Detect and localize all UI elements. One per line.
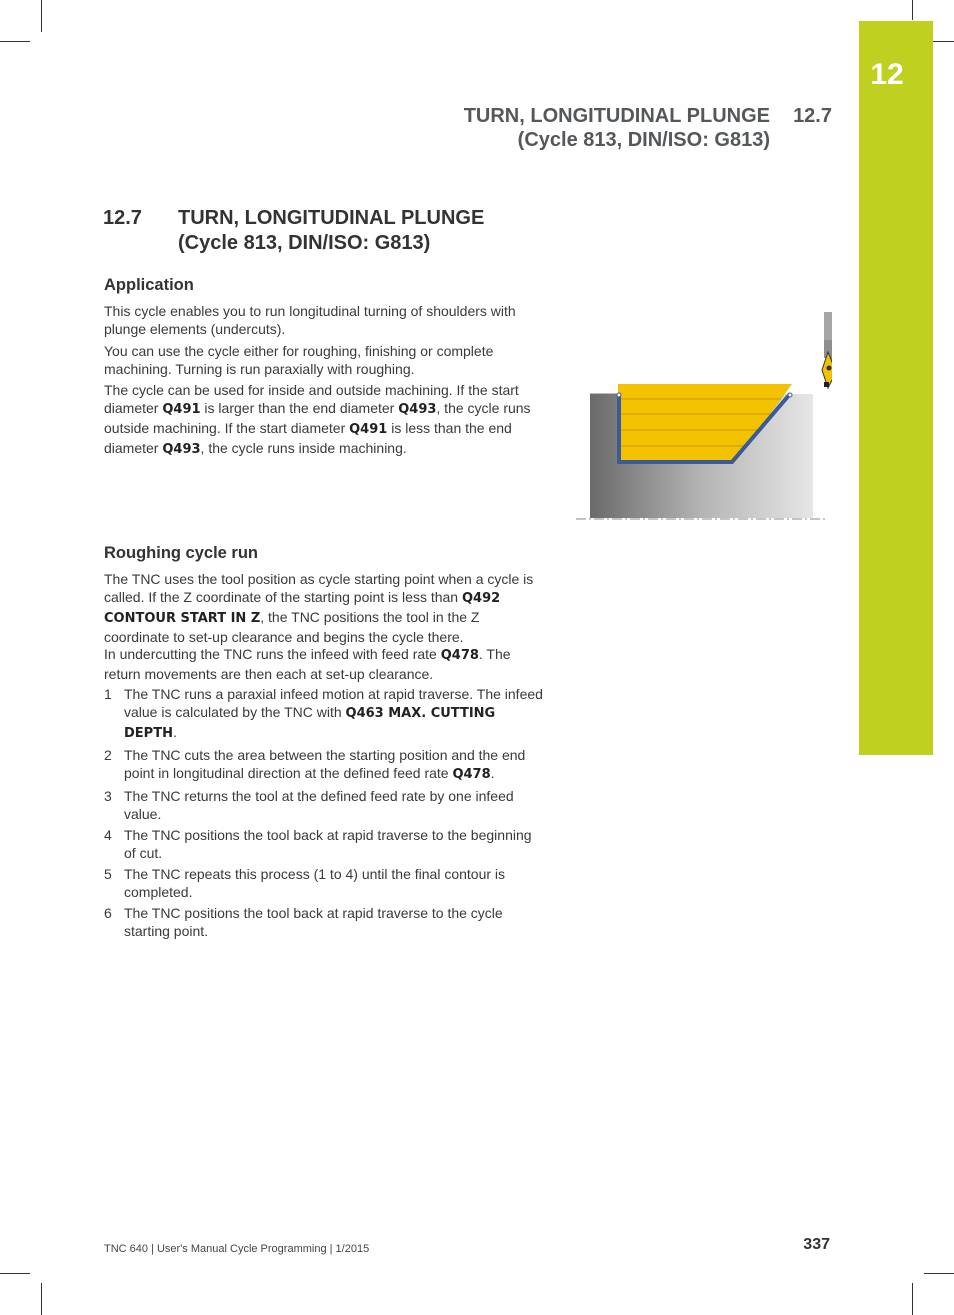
text-run: is less than the end diameter bbox=[104, 420, 512, 456]
text-run: , the cycle runs inside machining. bbox=[200, 440, 407, 456]
chapter-number: 12 bbox=[870, 58, 904, 91]
param-q463: Q463 MAX. CUTTING DEPTH bbox=[124, 706, 496, 741]
text-run: The TNC positions the tool back at rapid traverse to the beginning of cut. bbox=[124, 827, 532, 861]
footer-text: TNC 640 | User's Manual Cycle Programming | 1/2015 bbox=[104, 1243, 370, 1255]
text-run: . bbox=[172, 724, 177, 740]
contour-end-point bbox=[788, 393, 792, 397]
application-heading: Application bbox=[104, 276, 194, 294]
text-run: The TNC returns the tool at the defined feed rate by one infeed value. bbox=[124, 788, 514, 822]
param-q493: Q493 bbox=[162, 442, 201, 457]
application-paragraph-2: You can use the cycle either for roughing, finishing or complete machining. Turning is run paraxially with roughing. bbox=[104, 343, 494, 377]
step-number: 5 bbox=[104, 866, 112, 882]
section-title-line2: (Cycle 813, DIN/ISO: G813) bbox=[178, 232, 431, 254]
step-number: 1 bbox=[104, 686, 112, 702]
param-q492: Q492 CONTOUR START IN Z bbox=[104, 591, 501, 626]
param-q493: Q493 bbox=[398, 402, 437, 417]
step-number: 4 bbox=[104, 827, 112, 843]
crop-mark bbox=[912, 1283, 913, 1315]
roughing-steps bbox=[104, 685, 544, 943]
text-run: , the cycle runs outside machining. If the start diameter bbox=[104, 400, 531, 436]
text-run: , the TNC positions the tool in the Z coordinate to set-up clearance and begins the cycle there. bbox=[104, 609, 480, 645]
text-run: . The return movements are then each at set-up clearance. bbox=[104, 646, 511, 682]
crop-mark bbox=[924, 1273, 954, 1274]
text-run: The TNC positions the tool back at rapid traverse to the cycle starting point. bbox=[124, 905, 503, 939]
text-run: The TNC repeats this process (1 to 4) until the final contour is completed. bbox=[124, 866, 506, 900]
insert-center bbox=[827, 366, 832, 371]
chapter-tab bbox=[859, 21, 933, 755]
step-number: 6 bbox=[104, 905, 112, 921]
step-number: 2 bbox=[104, 747, 112, 763]
crop-mark bbox=[912, 0, 913, 20]
running-header bbox=[464, 104, 832, 152]
page-number: 337 bbox=[803, 1236, 830, 1253]
crop-mark bbox=[0, 41, 30, 42]
text-run: The cycle can be used for inside and outside machining. If the start diameter bbox=[104, 382, 519, 416]
step-item bbox=[104, 904, 544, 940]
param-q491: Q491 bbox=[349, 422, 388, 437]
section-number: 12.7 bbox=[103, 207, 142, 229]
param-q491: Q491 bbox=[162, 402, 201, 417]
step-item bbox=[104, 685, 544, 743]
roughing-paragraph-1 bbox=[104, 570, 544, 646]
step-item bbox=[104, 865, 544, 901]
running-header-section: 12.7 bbox=[793, 105, 832, 127]
text-run: is larger than the end diameter bbox=[200, 400, 399, 416]
plunge-turning-diagram bbox=[572, 310, 832, 525]
text-run: In undercutting the TNC runs the infeed with feed rate bbox=[104, 646, 441, 662]
text-run: . bbox=[490, 765, 495, 781]
step-item bbox=[104, 746, 544, 784]
crop-mark bbox=[0, 1273, 30, 1274]
section-title bbox=[103, 206, 484, 256]
text-run: The TNC cuts the area between the starting position and the end point in longitudinal direction at the defined feed rate bbox=[124, 747, 526, 781]
step-item bbox=[104, 826, 544, 862]
roughing-paragraph-2 bbox=[104, 645, 544, 683]
param-q478: Q478 bbox=[440, 648, 479, 663]
tool-tip bbox=[824, 382, 829, 387]
param-q478: Q478 bbox=[452, 767, 491, 782]
crop-mark bbox=[41, 1283, 42, 1315]
step-item bbox=[104, 787, 544, 823]
text-run: The TNC runs a paraxial infeed motion at rapid traverse. The infeed value is calculated by the TNC with bbox=[124, 686, 543, 720]
running-header-subtitle: (Cycle 813, DIN/ISO: G813) bbox=[517, 129, 770, 151]
contour-start-point bbox=[617, 393, 621, 397]
roughing-heading: Roughing cycle run bbox=[104, 544, 259, 562]
step-number: 3 bbox=[104, 788, 112, 804]
application-paragraph-1: This cycle enables you to run longitudinal turning of shoulders with plunge elements (undercuts). bbox=[104, 303, 516, 337]
running-header-title: TURN, LONGITUDINAL PLUNGE bbox=[463, 105, 770, 127]
crop-mark bbox=[41, 0, 42, 32]
section-title-line1: TURN, LONGITUDINAL PLUNGE bbox=[178, 207, 485, 229]
application-paragraph-3 bbox=[104, 381, 549, 459]
text-run: The TNC uses the tool position as cycle starting point when a cycle is called. If the Z coordinate of the starting point is less than bbox=[104, 571, 534, 605]
